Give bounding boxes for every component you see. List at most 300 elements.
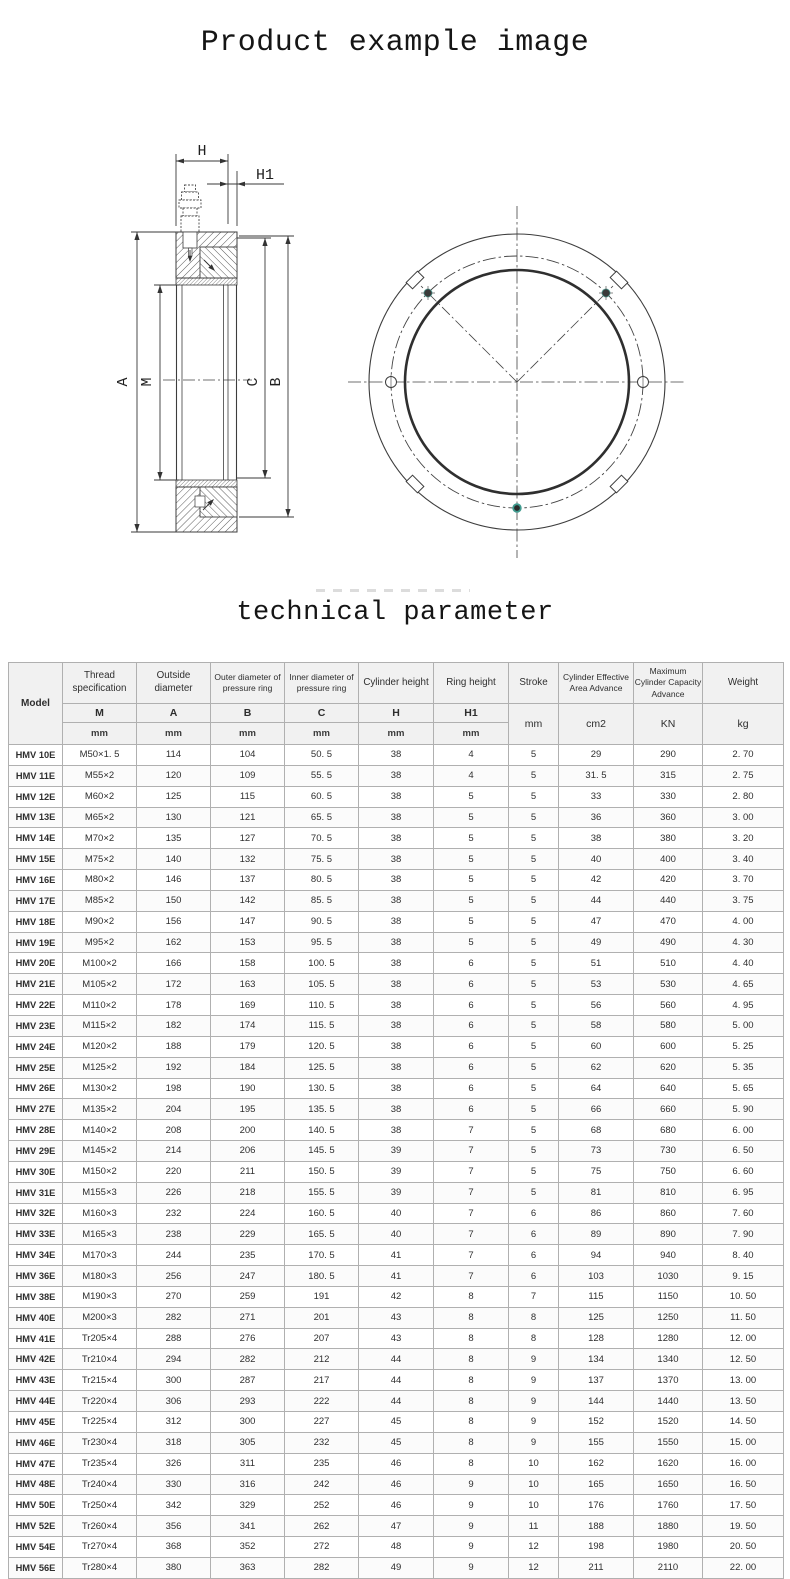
value-cell: 4	[434, 765, 509, 786]
value-cell: 192	[137, 1057, 211, 1078]
value-cell: 130	[137, 807, 211, 828]
value-cell: 49	[559, 932, 634, 953]
value-cell: 104	[211, 745, 285, 766]
value-cell: 8	[434, 1391, 509, 1412]
value-cell: 120	[137, 765, 211, 786]
value-cell: 287	[211, 1370, 285, 1391]
value-cell: 81	[559, 1182, 634, 1203]
value-cell: 50. 5	[285, 745, 359, 766]
value-cell: 85. 5	[285, 890, 359, 911]
value-cell: 152	[559, 1412, 634, 1433]
model-cell: HMV 10E	[9, 745, 63, 766]
value-cell: 15. 00	[703, 1432, 784, 1453]
value-cell: 6	[509, 1203, 559, 1224]
value-cell: 8	[434, 1328, 509, 1349]
dim-label-b: B	[268, 377, 285, 387]
value-cell: 140	[137, 849, 211, 870]
value-cell: 10	[509, 1453, 559, 1474]
value-cell: 252	[285, 1495, 359, 1516]
table-row	[9, 1432, 784, 1453]
value-cell: 262	[285, 1516, 359, 1537]
value-cell: 49	[359, 1557, 434, 1578]
value-cell: 47	[559, 911, 634, 932]
value-cell: 73	[559, 1141, 634, 1162]
value-cell: M95×2	[63, 932, 137, 953]
value-cell: 1030	[634, 1266, 703, 1287]
value-cell: 6	[434, 974, 509, 995]
value-cell: 156	[137, 911, 211, 932]
model-cell: HMV 52E	[9, 1516, 63, 1537]
value-cell: 4. 65	[703, 974, 784, 995]
value-cell: 680	[634, 1120, 703, 1141]
value-cell: 184	[211, 1057, 285, 1078]
value-cell: 142	[211, 890, 285, 911]
value-cell: 3. 75	[703, 890, 784, 911]
value-cell: 51	[559, 953, 634, 974]
value-cell: 45	[359, 1412, 434, 1433]
value-cell: 89	[559, 1224, 634, 1245]
value-cell: 86	[559, 1203, 634, 1224]
value-cell: 65. 5	[285, 807, 359, 828]
value-cell: Tr270×4	[63, 1537, 137, 1558]
value-cell: 64	[559, 1078, 634, 1099]
value-cell: 8	[434, 1349, 509, 1370]
table-row	[9, 745, 784, 766]
front-view-drawing	[348, 206, 686, 558]
value-cell: 305	[211, 1432, 285, 1453]
model-cell: HMV 16E	[9, 870, 63, 891]
value-cell: 9	[509, 1432, 559, 1453]
value-cell: 890	[634, 1224, 703, 1245]
model-cell: HMV 48E	[9, 1474, 63, 1495]
model-cell: HMV 45E	[9, 1412, 63, 1433]
side-view-drawing	[115, 143, 294, 532]
value-cell: 44	[359, 1391, 434, 1412]
value-cell: 180. 5	[285, 1266, 359, 1287]
table-row	[9, 870, 784, 891]
value-cell: 121	[211, 807, 285, 828]
model-cell: HMV 46E	[9, 1432, 63, 1453]
value-cell: 13. 00	[703, 1370, 784, 1391]
value-cell: 158	[211, 953, 285, 974]
value-cell: 170. 5	[285, 1245, 359, 1266]
value-cell: 12	[509, 1557, 559, 1578]
value-cell: 1370	[634, 1370, 703, 1391]
model-cell: HMV 50E	[9, 1495, 63, 1516]
value-cell: 420	[634, 870, 703, 891]
value-cell: 1440	[634, 1391, 703, 1412]
table-row	[9, 1266, 784, 1287]
value-cell: M110×2	[63, 995, 137, 1016]
value-cell: 9	[434, 1495, 509, 1516]
value-cell: 5	[509, 1141, 559, 1162]
value-cell: 329	[211, 1495, 285, 1516]
value-cell: 75. 5	[285, 849, 359, 870]
value-cell: 5	[434, 890, 509, 911]
value-cell: M85×2	[63, 890, 137, 911]
value-cell: 5	[509, 1078, 559, 1099]
value-cell: 9. 15	[703, 1266, 784, 1287]
value-cell: 163	[211, 974, 285, 995]
value-cell: M150×2	[63, 1161, 137, 1182]
model-cell: HMV 30E	[9, 1161, 63, 1182]
table-row	[9, 1099, 784, 1120]
value-cell: 316	[211, 1474, 285, 1495]
value-cell: Tr280×4	[63, 1557, 137, 1578]
value-cell: 38	[359, 807, 434, 828]
value-cell: 940	[634, 1245, 703, 1266]
value-cell: 580	[634, 1015, 703, 1036]
value-cell: 2. 75	[703, 765, 784, 786]
value-cell: 620	[634, 1057, 703, 1078]
model-cell: HMV 18E	[9, 911, 63, 932]
value-cell: 312	[137, 1412, 211, 1433]
model-cell: HMV 47E	[9, 1453, 63, 1474]
value-cell: 16. 00	[703, 1453, 784, 1474]
col-header-weight: Weight	[703, 663, 784, 704]
model-cell: HMV 36E	[9, 1266, 63, 1287]
col-header-model: Model	[9, 663, 63, 745]
value-cell: 7	[434, 1266, 509, 1287]
value-cell: 6	[509, 1245, 559, 1266]
value-cell: 208	[137, 1120, 211, 1141]
model-cell: HMV 26E	[9, 1078, 63, 1099]
table-row	[9, 1412, 784, 1433]
value-cell: 128	[559, 1328, 634, 1349]
value-cell: M130×2	[63, 1078, 137, 1099]
value-cell: 600	[634, 1036, 703, 1057]
value-cell: 60	[559, 1036, 634, 1057]
value-cell: 5. 65	[703, 1078, 784, 1099]
col-header-outer-diameter-ring: Outer diameter of pressure ring	[211, 663, 285, 704]
dimension-arrows	[134, 159, 290, 532]
value-cell: 188	[559, 1516, 634, 1537]
value-cell: 9	[434, 1557, 509, 1578]
value-cell: 6	[434, 995, 509, 1016]
value-cell: 311	[211, 1453, 285, 1474]
value-cell: 7	[434, 1120, 509, 1141]
value-cell: 115. 5	[285, 1015, 359, 1036]
table-row	[9, 1391, 784, 1412]
value-cell: 5	[509, 932, 559, 953]
value-cell: 147	[211, 911, 285, 932]
value-cell: 137	[211, 870, 285, 891]
value-cell: 29	[559, 745, 634, 766]
value-cell: 200	[211, 1120, 285, 1141]
col-unit-cylinder-height: mm	[359, 723, 434, 745]
value-cell: 363	[211, 1557, 285, 1578]
value-cell: 5. 00	[703, 1015, 784, 1036]
table-row	[9, 1057, 784, 1078]
value-cell: 36	[559, 807, 634, 828]
value-cell: 11	[509, 1516, 559, 1537]
value-cell: 380	[634, 828, 703, 849]
product-drawing	[0, 92, 790, 567]
col-letter-b: B	[211, 704, 285, 723]
value-cell: 45	[359, 1432, 434, 1453]
value-cell: 6	[434, 953, 509, 974]
value-cell: 330	[137, 1474, 211, 1495]
value-cell: 318	[137, 1432, 211, 1453]
value-cell: 207	[285, 1328, 359, 1349]
value-cell: 242	[285, 1474, 359, 1495]
value-cell: 232	[285, 1432, 359, 1453]
value-cell: 1550	[634, 1432, 703, 1453]
value-cell: 198	[559, 1537, 634, 1558]
value-cell: 8	[434, 1432, 509, 1453]
value-cell: M60×2	[63, 786, 137, 807]
value-cell: 1280	[634, 1328, 703, 1349]
value-cell: 5	[509, 1120, 559, 1141]
value-cell: 38	[359, 1036, 434, 1057]
table-row	[9, 1307, 784, 1328]
value-cell: 212	[285, 1349, 359, 1370]
value-cell: M50×1. 5	[63, 745, 137, 766]
value-cell: 5	[509, 995, 559, 1016]
value-cell: 38	[359, 953, 434, 974]
dim-label-h1: H1	[256, 167, 275, 184]
value-cell: 94	[559, 1245, 634, 1266]
col-unit-outside-diameter: mm	[137, 723, 211, 745]
value-cell: 244	[137, 1245, 211, 1266]
table-row	[9, 911, 784, 932]
value-cell: 214	[137, 1141, 211, 1162]
value-cell: 5	[509, 1182, 559, 1203]
value-cell: 11. 50	[703, 1307, 784, 1328]
value-cell: 9	[434, 1516, 509, 1537]
value-cell: 4	[434, 745, 509, 766]
value-cell: 238	[137, 1224, 211, 1245]
value-cell: 5. 35	[703, 1057, 784, 1078]
value-cell: 1650	[634, 1474, 703, 1495]
table-body	[9, 745, 784, 1579]
value-cell: 5	[434, 870, 509, 891]
model-cell: HMV 17E	[9, 890, 63, 911]
value-cell: 282	[137, 1307, 211, 1328]
value-cell: 259	[211, 1286, 285, 1307]
col-unit-weight: kg	[703, 704, 784, 745]
value-cell: 182	[137, 1015, 211, 1036]
model-cell: HMV 23E	[9, 1015, 63, 1036]
value-cell: 60. 5	[285, 786, 359, 807]
value-cell: 282	[285, 1557, 359, 1578]
table-row	[9, 1120, 784, 1141]
table-row	[9, 765, 784, 786]
value-cell: 9	[509, 1391, 559, 1412]
col-header-inner-diameter-ring: Inner diameter of pressure ring	[285, 663, 359, 704]
value-cell: 282	[211, 1349, 285, 1370]
table-row	[9, 828, 784, 849]
model-cell: HMV 19E	[9, 932, 63, 953]
value-cell: 38	[359, 828, 434, 849]
value-cell: 38	[359, 1120, 434, 1141]
value-cell: 211	[559, 1557, 634, 1578]
value-cell: 6. 00	[703, 1120, 784, 1141]
value-cell: 44	[359, 1349, 434, 1370]
value-cell: 41	[359, 1245, 434, 1266]
value-cell: 2. 70	[703, 745, 784, 766]
col-letter-h1: H1	[434, 704, 509, 723]
value-cell: 135. 5	[285, 1099, 359, 1120]
value-cell: 41	[359, 1266, 434, 1287]
value-cell: 125	[137, 786, 211, 807]
table-row	[9, 953, 784, 974]
model-cell: HMV 28E	[9, 1120, 63, 1141]
value-cell: 326	[137, 1453, 211, 1474]
table-row	[9, 807, 784, 828]
value-cell: 247	[211, 1266, 285, 1287]
value-cell: 3. 00	[703, 807, 784, 828]
value-cell: 132	[211, 849, 285, 870]
value-cell: 5	[434, 786, 509, 807]
value-cell: 6	[434, 1015, 509, 1036]
value-cell: M55×2	[63, 765, 137, 786]
value-cell: 103	[559, 1266, 634, 1287]
dim-label-a: A	[115, 377, 132, 387]
nut-body-top-section	[176, 232, 237, 285]
col-unit-area: cm2	[559, 704, 634, 745]
value-cell: 9	[509, 1349, 559, 1370]
value-cell: 105. 5	[285, 974, 359, 995]
col-unit-ring-height: mm	[434, 723, 509, 745]
value-cell: M80×2	[63, 870, 137, 891]
value-cell: M100×2	[63, 953, 137, 974]
value-cell: 7	[434, 1203, 509, 1224]
value-cell: 660	[634, 1099, 703, 1120]
value-cell: 810	[634, 1182, 703, 1203]
value-cell: 1760	[634, 1495, 703, 1516]
value-cell: 8	[434, 1412, 509, 1433]
value-cell: 58	[559, 1015, 634, 1036]
value-cell: 40	[359, 1203, 434, 1224]
value-cell: 400	[634, 849, 703, 870]
value-cell: Tr225×4	[63, 1412, 137, 1433]
value-cell: 270	[137, 1286, 211, 1307]
value-cell: 356	[137, 1516, 211, 1537]
value-cell: 8	[509, 1307, 559, 1328]
value-cell: 290	[634, 745, 703, 766]
value-cell: 191	[285, 1286, 359, 1307]
model-cell: HMV 38E	[9, 1286, 63, 1307]
value-cell: 204	[137, 1099, 211, 1120]
value-cell: 218	[211, 1182, 285, 1203]
value-cell: 5	[434, 807, 509, 828]
value-cell: 5	[509, 1057, 559, 1078]
value-cell: 1520	[634, 1412, 703, 1433]
value-cell: 155	[559, 1432, 634, 1453]
value-cell: 38	[359, 890, 434, 911]
value-cell: 166	[137, 953, 211, 974]
table-row	[9, 1349, 784, 1370]
value-cell: 38	[359, 932, 434, 953]
value-cell: 640	[634, 1078, 703, 1099]
value-cell: 43	[359, 1328, 434, 1349]
value-cell: 125	[559, 1307, 634, 1328]
col-letter-m: M	[63, 704, 137, 723]
cropped-text-artifact	[316, 589, 470, 592]
model-cell: HMV 11E	[9, 765, 63, 786]
value-cell: M75×2	[63, 849, 137, 870]
value-cell: 115	[559, 1286, 634, 1307]
value-cell: 470	[634, 911, 703, 932]
value-cell: 6. 50	[703, 1141, 784, 1162]
model-cell: HMV 43E	[9, 1370, 63, 1391]
value-cell: 38	[359, 1099, 434, 1120]
value-cell: 5	[509, 1161, 559, 1182]
model-cell: HMV 15E	[9, 849, 63, 870]
table-row	[9, 1161, 784, 1182]
value-cell: 315	[634, 765, 703, 786]
value-cell: 288	[137, 1328, 211, 1349]
col-unit-capacity: KN	[634, 704, 703, 745]
value-cell: M125×2	[63, 1057, 137, 1078]
value-cell: 341	[211, 1516, 285, 1537]
value-cell: 125. 5	[285, 1057, 359, 1078]
col-header-thread: Thread specification	[63, 663, 137, 704]
col-letter-c: C	[285, 704, 359, 723]
value-cell: 12	[509, 1537, 559, 1558]
value-cell: 2110	[634, 1557, 703, 1578]
value-cell: Tr210×4	[63, 1349, 137, 1370]
value-cell: 33	[559, 786, 634, 807]
nut-body-bottom-section	[176, 480, 237, 532]
model-cell: HMV 29E	[9, 1141, 63, 1162]
value-cell: 440	[634, 890, 703, 911]
value-cell: M155×3	[63, 1182, 137, 1203]
value-cell: 360	[634, 807, 703, 828]
value-cell: 7	[434, 1182, 509, 1203]
value-cell: 44	[559, 890, 634, 911]
value-cell: 109	[211, 765, 285, 786]
value-cell: Tr220×4	[63, 1391, 137, 1412]
value-cell: 5	[509, 890, 559, 911]
table-row	[9, 974, 784, 995]
value-cell: 155. 5	[285, 1182, 359, 1203]
col-header-cylinder-height: Cylinder height	[359, 663, 434, 704]
value-cell: Tr205×4	[63, 1328, 137, 1349]
value-cell: 220	[137, 1161, 211, 1182]
value-cell: 38	[359, 849, 434, 870]
value-cell: 5	[509, 745, 559, 766]
value-cell: 271	[211, 1307, 285, 1328]
page-title: Product example image	[200, 26, 590, 60]
value-cell: 217	[285, 1370, 359, 1391]
value-cell: Tr240×4	[63, 1474, 137, 1495]
value-cell: 8	[434, 1286, 509, 1307]
value-cell: 1880	[634, 1516, 703, 1537]
value-cell: 38	[359, 786, 434, 807]
value-cell: 235	[285, 1453, 359, 1474]
value-cell: 9	[509, 1412, 559, 1433]
value-cell: 342	[137, 1495, 211, 1516]
dim-label-h: H	[197, 143, 207, 160]
value-cell: 490	[634, 932, 703, 953]
value-cell: 6	[434, 1036, 509, 1057]
value-cell: 14. 50	[703, 1412, 784, 1433]
value-cell: Tr235×4	[63, 1453, 137, 1474]
value-cell: 222	[285, 1391, 359, 1412]
value-cell: 510	[634, 953, 703, 974]
value-cell: 1620	[634, 1453, 703, 1474]
col-header-outside-diameter: Outside diameter	[137, 663, 211, 704]
value-cell: 56	[559, 995, 634, 1016]
value-cell: 7. 90	[703, 1224, 784, 1245]
value-cell: 4. 30	[703, 932, 784, 953]
value-cell: Tr230×4	[63, 1432, 137, 1453]
value-cell: 55. 5	[285, 765, 359, 786]
value-cell: 5	[509, 1015, 559, 1036]
value-cell: 3. 70	[703, 870, 784, 891]
